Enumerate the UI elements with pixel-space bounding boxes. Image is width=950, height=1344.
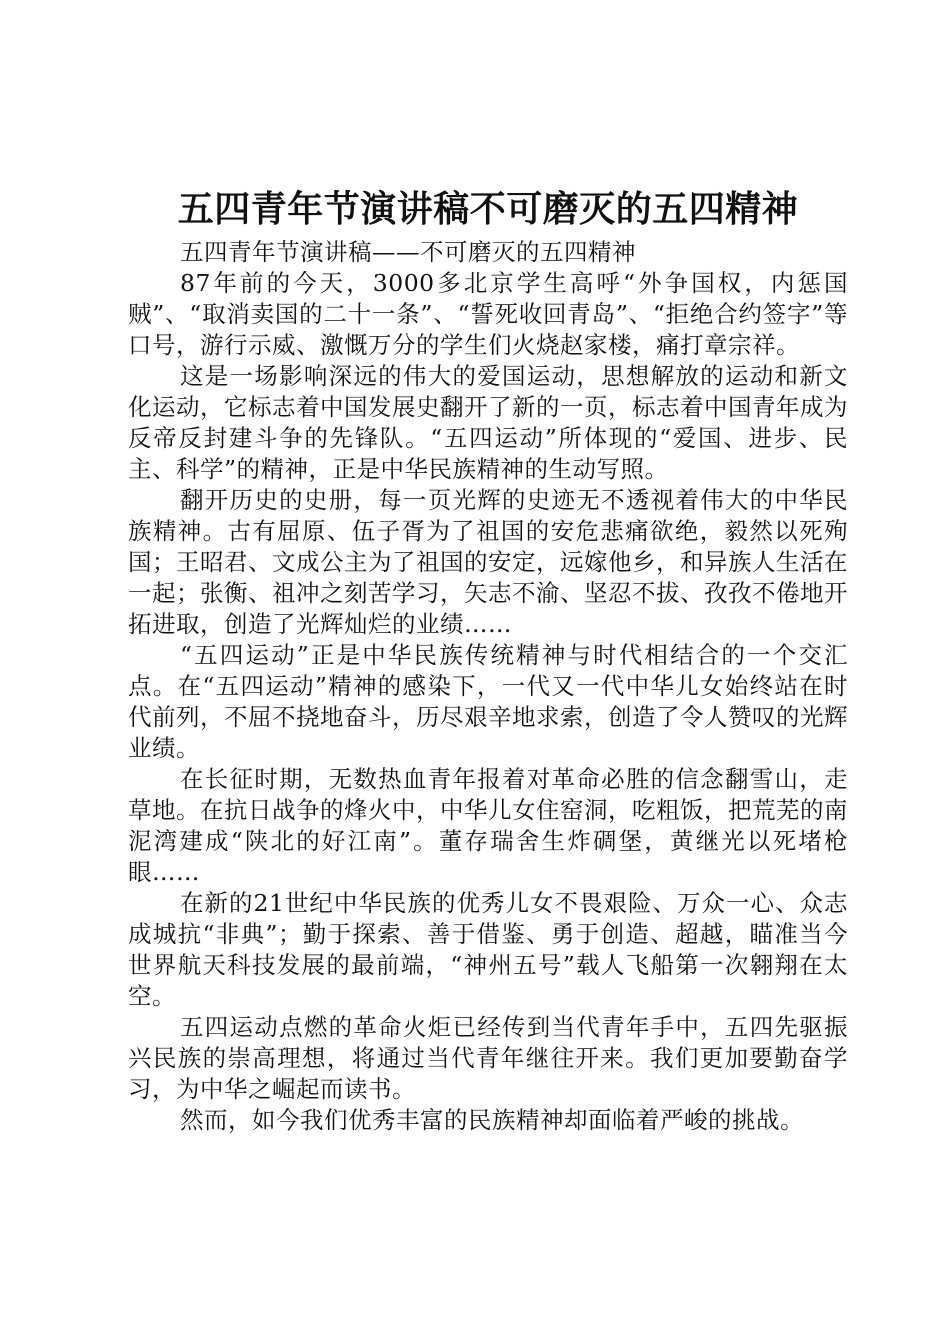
paragraph-1: 87年前的今天，3000多北京学生高呼“外争国权，内惩国贼”、“取消卖国的二十一条”、“誓死收回青岛”、“拒绝合约签字”等口号，游行示威、激慨万分的学生们火烧赵家楼，痛打章宗祥。 xyxy=(128,269,848,359)
paragraph-subtitle: 五四青年节演讲稿——不可磨灭的五四精神 xyxy=(180,238,636,266)
paragraph-7: 五四运动点燃的革命火炬已经传到当代青年手中，五四先驱振兴民族的崇高理想，将通过当代青年继往开来。我们更加要勤奋学习，为中华之崛起而读书。 xyxy=(128,1013,848,1103)
paragraph-4: “五四运动”正是中华民族传统精神与时代相结合的一个交汇点。在“五四运动”精神的感染下，一代又一代中华儿女始终站在时代前列，不屈不挠地奋斗，历尽艰辛地求索，创造了令人赞叹的光辉业绩。 xyxy=(128,641,848,762)
paragraph-3: 翻开历史的史册，每一页光辉的史迹无不透视着伟大的中华民族精神。古有屈原、伍子胥为了祖国的安危悲痛欲绝，毅然以死殉国；王昭君、文成公主为了祖国的安定，远嫁他乡，和异族人生活在一起；张衡、祖冲之刻苦学习，矢志不渝、坚忍不拔、孜孜不倦地开拓进取，创造了光辉灿烂的业绩…… xyxy=(128,486,848,638)
paragraph-5: 在长征时期，无数热血青年报着对革命必胜的信念翻雪山，走草地。在抗日战争的烽火中，中华儿女住窑洞，吃粗饭，把荒芜的南泥湾建成“陕北的好江南”。董存瑞舍生炸碉堡，黄继光以死堵枪眼…… xyxy=(128,765,848,886)
paragraph-8: 然而，如今我们优秀丰富的民族精神却面临着严峻的挑战。 xyxy=(180,1106,804,1134)
paragraph-2: 这是一场影响深远的伟大的爱国运动，思想解放的运动和新文化运动，它标志着中国发展史翻开了新的一页，标志着中国青年成为反帝反封建斗争的先锋队。“五四运动”所体现的“爱国、进步、民主、科学”的精神，正是中华民族精神的生动写照。 xyxy=(128,362,848,483)
document-title: 五四青年节演讲稿不可磨灭的五四精神 xyxy=(177,189,799,230)
document-page xyxy=(128,185,848,1136)
paragraph-6: 在新的21世纪中华民族的优秀儿女不畏艰险、万众一心、众志成城抗“非典”；勤于探索、善于借鉴、勇于创造、超越，瞄准当今世界航天科技发展的最前端，“神州五号”载人飞船第一次翱翔在太空。 xyxy=(128,889,848,1010)
